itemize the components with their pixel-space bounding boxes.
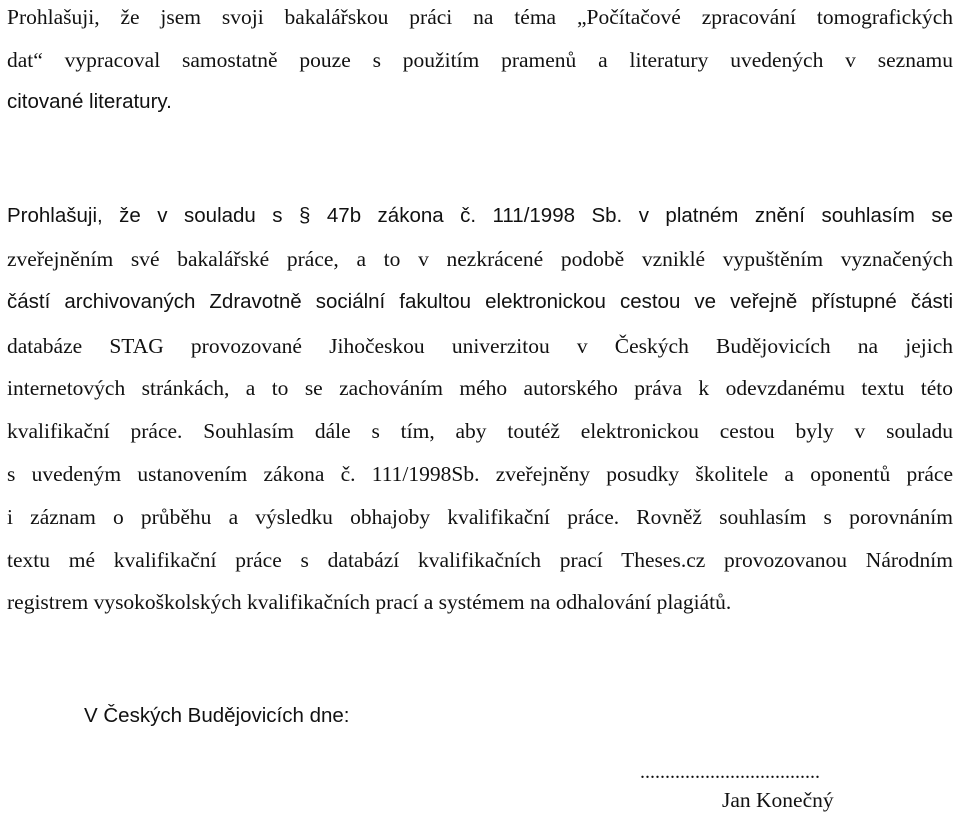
text-line: dat“ vypracoval samostatně pouze s použitím pramenů a literatury uvedených v seznamu <box>7 48 953 72</box>
text-line: částí archivovaných Zdravotně sociální fakultou elektronickou cestou ve veřejně přístupné části <box>7 290 953 313</box>
text-line: Prohlašuji, že v souladu s § 47b zákona č. 111/1998 Sb. v platném znění souhlasím se <box>7 204 953 227</box>
text-line: kvalifikační práce. Souhlasím dále s tím, aby toutéž elektronickou cestou byly v souladu <box>7 419 953 443</box>
text-line: citované literatury. <box>7 90 172 113</box>
text-line: s uvedeným ustanovením zákona č. 111/1998Sb. zveřejněny posudky školitele a oponentů práce <box>7 462 953 486</box>
place-date-label: V Českých Budějovicích dne: <box>84 704 350 727</box>
text-line: internetových stránkách, a to se zachováním mého autorského práva k odevzdanému textu této <box>7 376 953 400</box>
text-line: Prohlašuji, že jsem svoji bakalářskou práci na téma „Počítačové zpracování tomografických <box>7 5 953 29</box>
text-line: zveřejněním své bakalářské práce, a to v nezkrácené podobě vzniklé vypuštěním vyznačených <box>7 247 953 271</box>
author-name: Jan Konečný <box>722 788 834 812</box>
text-line: textu mé kvalifikační práce s databází kvalifikačních prací Theses.cz provozovanou Národním <box>7 548 953 572</box>
text-line: i záznam o průběhu a výsledku obhajoby kvalifikační práce. Rovněž souhlasím s porovnáním <box>7 505 953 529</box>
text-line: databáze STAG provozované Jihočeskou univerzitou v Českých Budějovicích na jejich <box>7 334 953 358</box>
text-line: registrem vysokoškolských kvalifikačních prací a systémem na odhalování plagiátů. <box>7 590 732 614</box>
signature-line: .................................... <box>640 761 820 783</box>
